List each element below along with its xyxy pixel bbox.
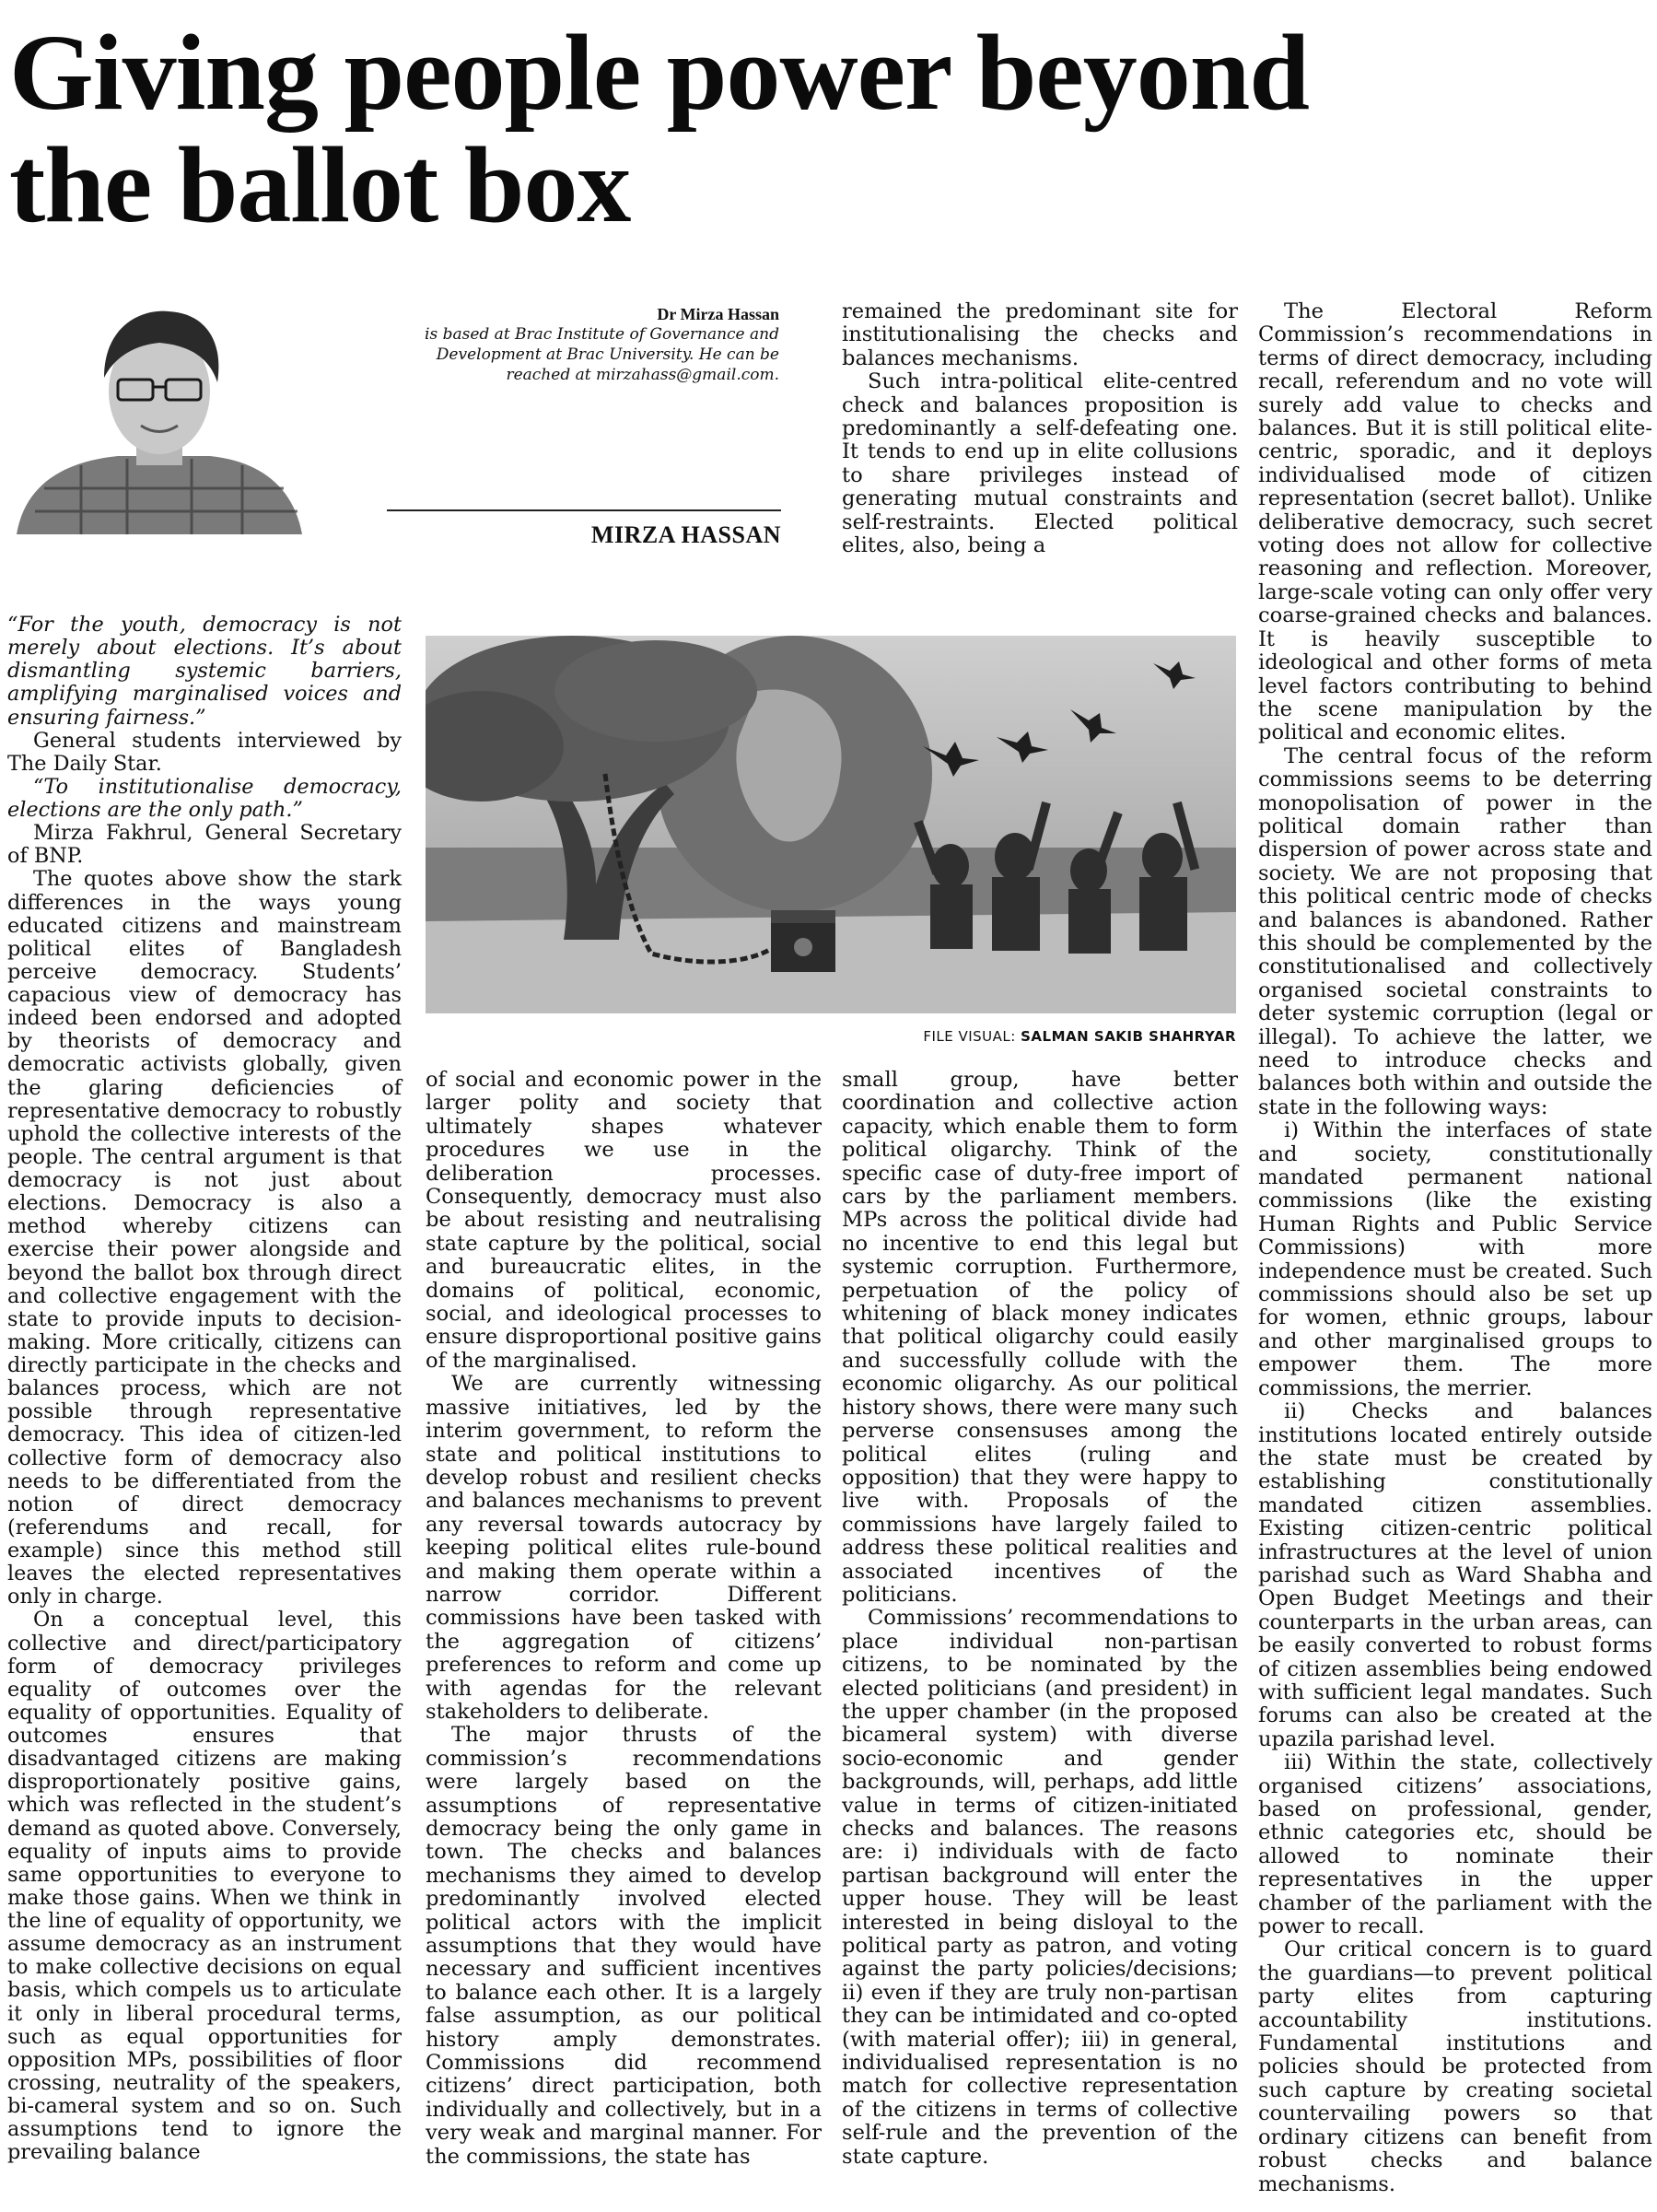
politician-quote: “To institutionalise democracy, elections are the only path.” [7, 774, 402, 822]
quote-attribution: General students interviewed by The Daily Star. [7, 728, 402, 776]
paragraph: We are currently witnessing massive initiatives, led by the interim government, to reform the state and political institutions to develop robust and resilient checks and balances mechanisms to prevent any reversal towards autocracy by keeping political elites rule-bound and making them operate within a narrow corridor. Different commissions have been tasked with the aggregation of citizens’ preferences to reform and come up with agendas for the relevant stakeholders to deliberate. [426, 1372, 822, 1724]
paragraph: On a conceptual level, this collective and direct/participatory form of democracy privileges equality of outcomes over the equality of opportunities. Equality of outcomes ensures that disadvantaged citizens are making disproportionately positive gains, which was reflected in the student’s demand as quoted above. Conversely, equality of inputs aims to provide same opportunities to everyone to make those gains. When we think in the line of equality of opportunity, we assume democracy as an instrument to make collective decisions on equal basis, which compels us to articulate it only in liberal procedural terms, such as equal opportunities for opposition MPs, possibilities of floor crossing, neutrality of the speakers, bi-cameral system and so on. Such assumptions tend to ignore the prevailing balance [7, 1608, 402, 2165]
paragraph: The major thrusts of the commission’s recommendations were largely based on the assumptions of representative democracy being the only game in town. The checks and balances mechanisms they aimed to develop predominantly involved elected political actors with the implicit assumptions that they would have necessary and sufficient incentives to balance each other. It is a largely false assumption, as our political history amply demonstrates. Commissions did recommend citizens’ direct participation, both individually and collectively, but in a very weak and marginal manner. For the commissions, the state has [426, 1723, 822, 2169]
paragraph: Our critical concern is to guard the guardians—to prevent political party elites from capturing accountability institutions. Fundamental institutions and policies should be protected from such capture by creating societal countervailing powers so that ordinary citizens can benefit from robust checks and balance mechanisms. [1258, 1937, 1652, 2196]
headline-line-1: Giving people power beyond [9, 12, 1309, 133]
article-column-3-top [842, 300, 1238, 557]
paragraph: i) Within the interfaces of state and society, constitutionally mandated permanent national commissions (like the existing Human Rights and Public Service Commissions) with more independence must be created. Such commissions should also be set up for women, ethnic groups, labour and other marginalised groups to empower them. The more commissions, the merrier. [1258, 1118, 1652, 1400]
bio-name: Dr Mirza Hassan [657, 305, 779, 323]
paragraph: remained the predominant site for institutionalising the checks and balances mechanisms. [842, 299, 1238, 370]
byline-divider [387, 509, 781, 511]
bio-text: is based at Brac Institute of Governance and Development at Brac University. He can be reached at mirzahass@gmail.com. [425, 325, 779, 384]
article-column-4 [1258, 300, 1652, 2196]
paragraph: Such intra-political elite-centred check and balances proposition is predominantly a self-defeating one. It tends to end up in elite collusions to share privileges instead of generating mutual constraints and self-restraints. Elected political elites, also, being a [842, 369, 1238, 558]
paragraph: ii) Checks and balances institutions located entirely outside the state must be created by establishing constitutionally mandated citizen assemblies. Existing citizen-centric political infrastructures at the level of union parishad such as Ward Shabha and Open Budget Meetings and their counterparts in the urban areas, can be easily converted to robust forms of citizen assemblies being endowed with sufficient legal mandates. Such forums can also be created at the upazila parishad level. [1258, 1399, 1652, 1751]
paragraph: Commissions’ recommendations to place individual non-partisan citizens, to be nominated by the elected politicians (and president) in the upper chamber (in the proposed bicameral system) with diverse socio-economic and gender backgrounds, will, perhaps, add little value in terms of citizen-initiated checks and balances. The reasons are: i) individuals with de facto partisan background will enter the upper house. They will be least interested in being disloyal to the political party as patron, and voting against the party policies/decisions; ii) even if they are truly non-partisan they can be intimidated and co-opted (with material offer); iii) in general, individualised representation is no match for collective representation of the citizens in terms of collective self-rule and the prevention of the state capture. [842, 1606, 1238, 2169]
paragraph: The Electoral Reform Commission’s recommendations in terms of direct democracy, including recall, referendum and no vote will surely add value to checks and balances. But it is still political elite-centric, sporadic, and it deploys individualised mode of citizen representation (secret ballot). Unlike deliberative democracy, such secret voting does not allow for collective reasoning and reflection. Moreover, large-scale voting can only offer very coarse-grained checks and balances. It is heavily susceptible to ideological and other forms of meta level factors contributing to behind the scene manipulation by the political and economic elites. [1258, 299, 1652, 745]
author-name: MIRZA HASSAN [590, 521, 781, 548]
student-quote: “For the youth, democracy is not merely about elections. It’s about dismantling systemic barriers, amplifying marginalised voices and ensuring fairness.” [7, 613, 402, 730]
paragraph: of social and economic power in the larger polity and society that ultimately shapes whatever procedures we use in the deliberation processes. Consequently, democracy must also be about resisting and neutralising state capture by the political, social and bureaucratic elites, in the domains of political, economic, social, and ideological processes to ensure disproportional positive gains of the marginalised. [426, 1068, 822, 1373]
headline-line-2: the ballot box [9, 124, 631, 245]
paragraph: The quotes above show the stark differences in the ways young educated citizens and mainstream political elites of Bangladesh perceive democracy. Students’ capacious view of democracy has indeed been endorsed and adopted by theorists of democracy and democratic activists globally, given the glaring deficiencies of representative democracy to robustly uphold the collective interests of the people. The central argument is that democracy is not just about elections. Democracy is also a method whereby citizens can exercise their power alongside and beyond the ballot box through direct and collective engagement with the state to provide inputs to decision-making. More critically, citizens can directly participate in the checks and balances process, which are not possible through representative democracy. This idea of citizen-led collective form of democracy also needs to be differentiated from the notion of direct democracy (referendums and recall, for example) since this method still leaves the elected representatives only in charge. [7, 867, 402, 1609]
credit-name: SALMAN SAKIB SHAHRYAR [1021, 1028, 1236, 1045]
paragraph: small group, have better coordination and collective action capacity, which enable them to form political oligarchy. Think of the specific case of duty-free import of cars by the parliament members. MPs across the political divide had no incentive to end this legal but systemic corruption. Furthermore, perpetuation of the policy of whitening of black money indicates that political oligarchy could easily and successfully collude with the economic oligarchy. As our political history shows, there were many such perverse consensuses among the political elites (ruling and opposition) that they were happy to live with. Proposals of the commissions have largely failed to address these political realities and associated incentives of the politicians. [842, 1068, 1238, 1607]
article-column-3-bottom [842, 1069, 1238, 2169]
image-credit [877, 1028, 1236, 1045]
paragraph: iii) Within the state, collectively organised citizens’ associations, based on professional, gender, ethnic categories etc, should be allowed to nominate their representatives in the upper chamber of the parliament with the power to recall. [1258, 1750, 1652, 1939]
quote-attribution: Mirza Fakhrul, General Secretary of BNP. [7, 821, 402, 869]
article-column-2 [426, 1069, 822, 2169]
author-bio [396, 304, 779, 385]
paragraph: The central focus of the reform commissions seems to be deterring monopolisation of power in the political domain rather than dispersion of power across state and society. We are not proposing that this political centric mode of checks and balances is abandoned. Rather this should be complemented by the constitutionalised and collectively organised societal constraints to deter systemic corruption (legal or illegal). To achieve the latter, we need to introduce checks and balances both within and outside the state in the following ways: [1258, 743, 1652, 1119]
article-column-1 [7, 614, 402, 2164]
credit-label: FILE VISUAL: [923, 1028, 1016, 1045]
article-illustration [426, 636, 1236, 1013]
author-photo [7, 304, 311, 534]
article-headline [9, 12, 1649, 245]
